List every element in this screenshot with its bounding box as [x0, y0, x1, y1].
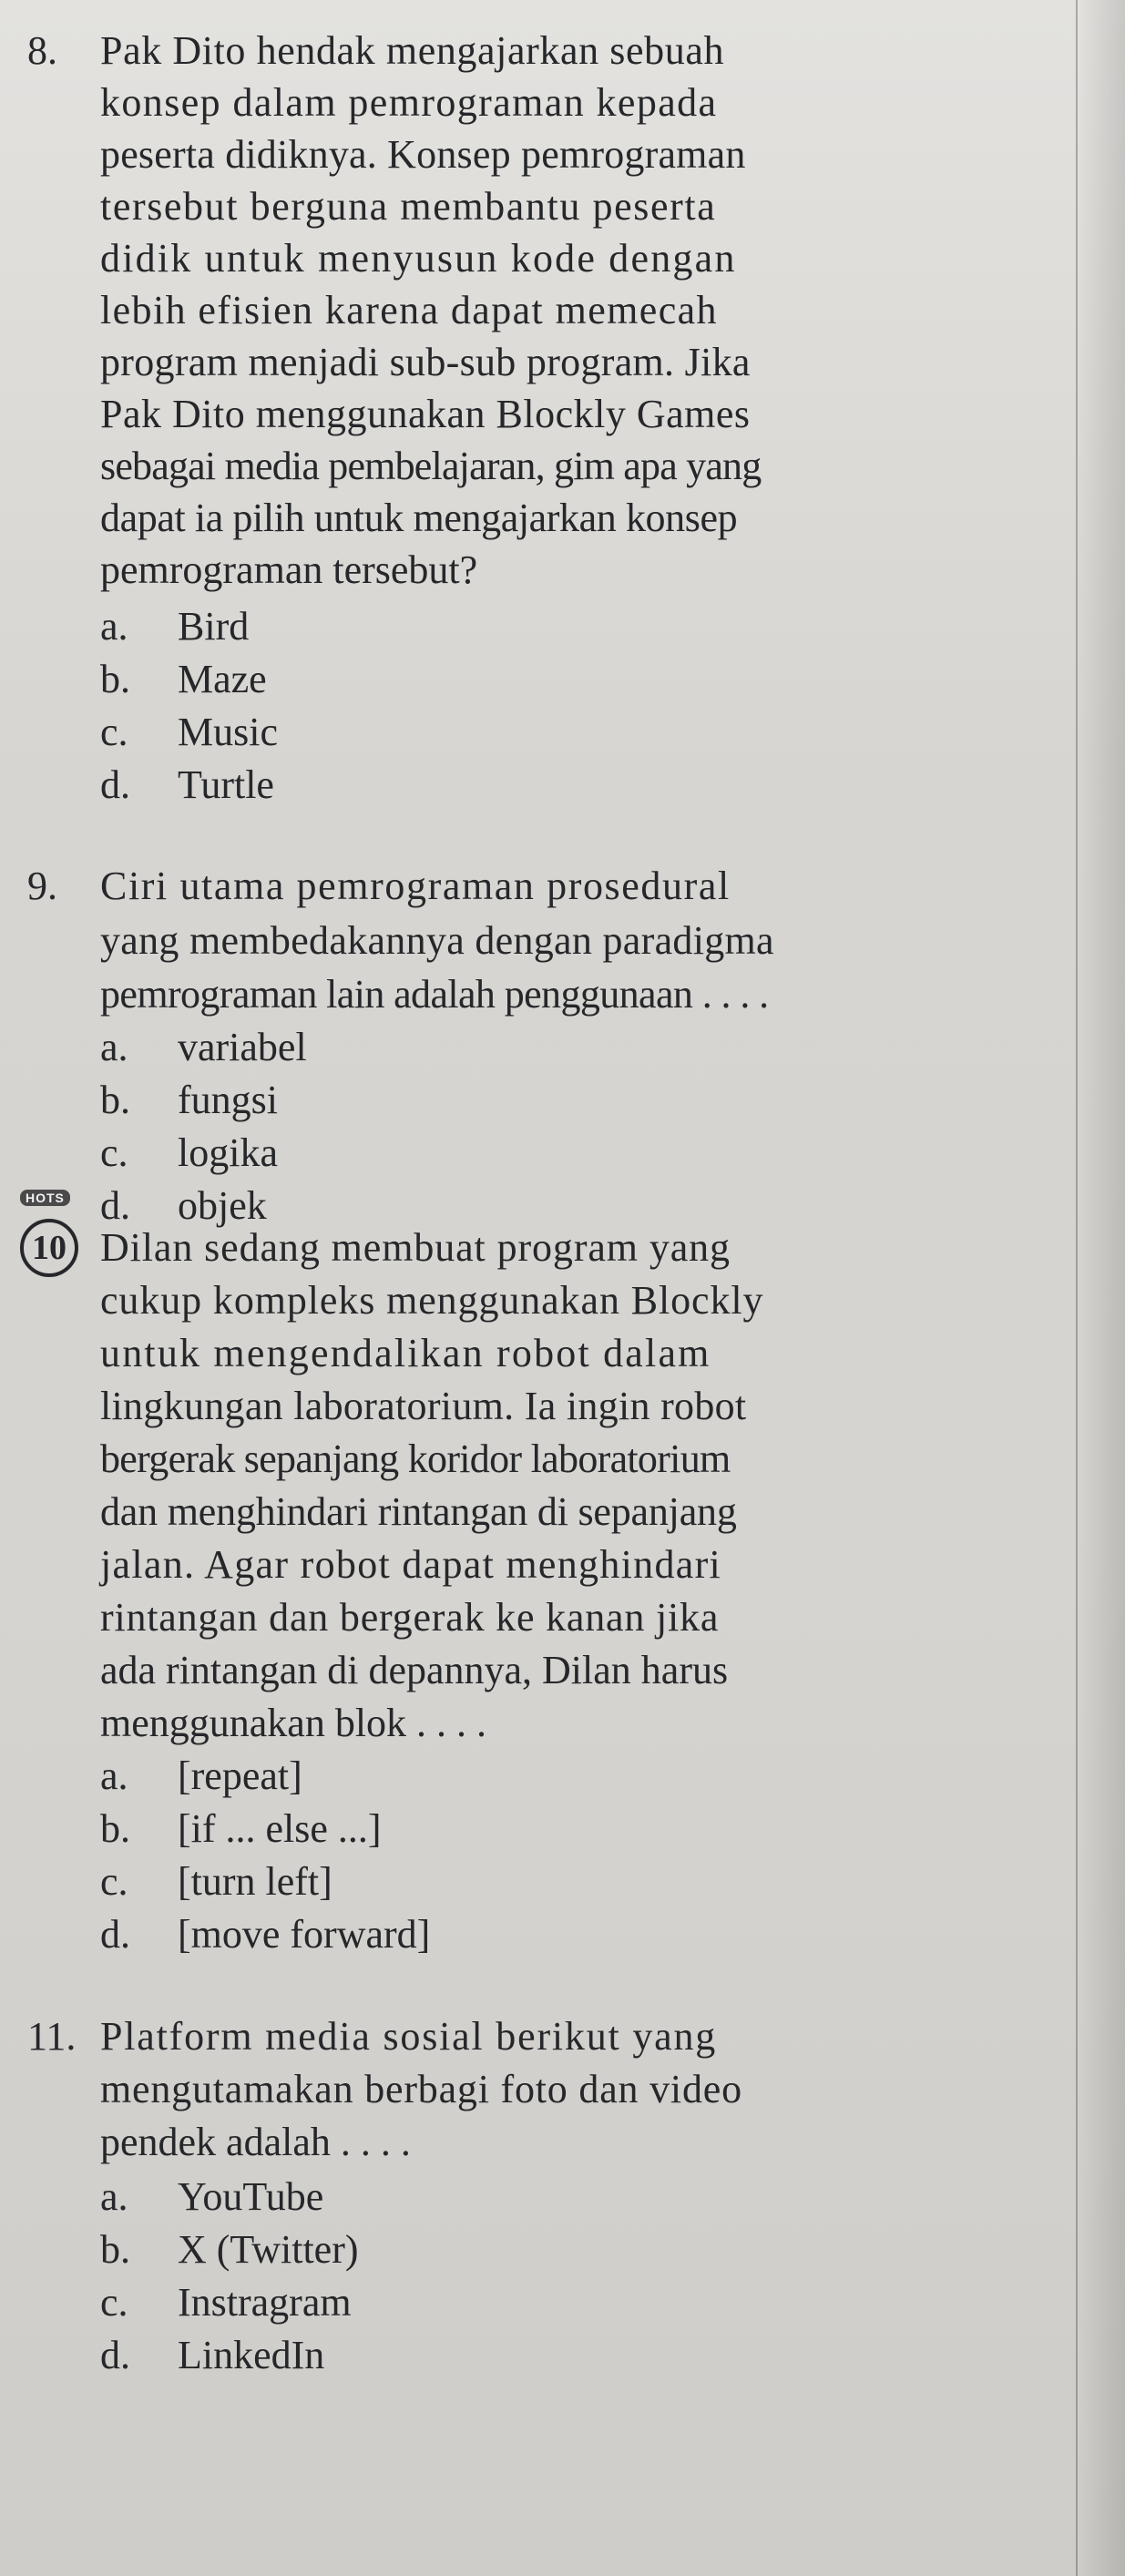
option-b — [100, 1075, 278, 1126]
question-line: dan menghindari rintangan di sepanjang — [100, 1489, 737, 1534]
question-line: Pak Dito menggunakan Blockly Games — [100, 392, 751, 436]
question-line: yang membedakannya dengan paradigma — [100, 918, 774, 963]
option-letter: d. — [100, 1183, 130, 1228]
question-number: 10 — [20, 1219, 78, 1277]
question-line: sebagai media pembelajaran, gim apa yang — [100, 444, 762, 488]
question-line: peserta didiknya. Konsep pemrograman — [100, 132, 746, 177]
question-line: didik untuk menyusun kode dengan — [100, 236, 737, 281]
question-line: Platform media sosial berikut yang — [100, 2014, 718, 2059]
question-line: ada rintangan di depannya, Dilan harus — [100, 1648, 729, 1692]
question-line: menggunakan blok . . . . — [100, 1701, 487, 1745]
question-line: Dilan sedang membuat program yang — [100, 1225, 731, 1270]
question-line: rintangan dan bergerak ke kanan jika — [100, 1595, 720, 1640]
option-letter: b. — [100, 2227, 130, 2272]
question-line: dapat ia pilih untuk mengajarkan konsep — [100, 496, 738, 540]
option-text: [if ... else ...] — [178, 1806, 382, 1851]
option-letter: a. — [100, 2174, 128, 2219]
option-text: Music — [178, 710, 278, 754]
option-b — [100, 2224, 359, 2275]
question-line: Pak Dito hendak mengajarkan sebuah — [100, 28, 725, 73]
option-a — [100, 1022, 307, 1073]
option-letter: a. — [100, 604, 128, 649]
option-text: [repeat] — [178, 1753, 302, 1798]
question-line: Ciri utama pemrograman prosedural — [100, 864, 731, 908]
option-letter: d. — [100, 762, 130, 807]
option-b — [100, 654, 267, 705]
option-letter: b. — [100, 1078, 130, 1122]
question-line: mengutamakan berbagi foto dan video — [100, 2067, 742, 2111]
question-line: program menjadi sub-sub program. Jika — [100, 340, 751, 384]
option-text: Maze — [178, 657, 267, 701]
question-line: untuk mengendalikan robot dalam — [100, 1331, 711, 1375]
option-letter: d. — [100, 1912, 130, 1957]
question-number: 8. — [27, 28, 57, 73]
option-a — [100, 601, 249, 652]
question-number: 11. — [27, 2014, 77, 2059]
option-text: [move forward] — [178, 1912, 431, 1957]
question-line: lingkungan laboratorium. Ia ingin robot — [100, 1384, 747, 1428]
question-line: pemrograman lain adalah penggunaan . . . . — [100, 972, 769, 1017]
option-letter: b. — [100, 1806, 130, 1851]
option-letter: c. — [100, 1859, 128, 1904]
option-letter: a. — [100, 1753, 128, 1798]
option-c — [100, 1856, 332, 1907]
option-d — [100, 2330, 324, 2381]
question-line: lebih efisien karena dapat memecah — [100, 288, 718, 332]
option-text: X (Twitter) — [178, 2227, 359, 2272]
option-text: Bird — [178, 604, 250, 649]
option-d — [100, 760, 274, 811]
option-c — [100, 707, 278, 758]
option-text: Turtle — [178, 762, 274, 807]
page-edge-shadow — [1078, 0, 1125, 2576]
option-text: YouTube — [178, 2174, 324, 2219]
option-text: logika — [178, 1130, 278, 1175]
option-letter: a. — [100, 1025, 128, 1069]
option-letter: c. — [100, 1130, 128, 1175]
option-c — [100, 1128, 278, 1179]
option-text: fungsi — [178, 1078, 278, 1122]
question-line: tersebut berguna membantu peserta — [100, 184, 717, 229]
question-line: pemrograman tersebut? — [100, 547, 478, 592]
option-b — [100, 1804, 382, 1855]
option-a — [100, 1751, 302, 1802]
option-c — [100, 2277, 352, 2328]
option-letter: c. — [100, 2280, 128, 2325]
question-number: 9. — [27, 864, 57, 908]
question-line: bergerak sepanjang koridor laboratorium — [100, 1436, 731, 1481]
question-line: jalan. Agar robot dapat menghindari — [100, 1542, 722, 1587]
option-text: variabel — [178, 1025, 307, 1069]
option-text: Instragram — [178, 2280, 352, 2325]
option-a — [100, 2172, 323, 2223]
option-text: objek — [178, 1183, 267, 1228]
option-text: LinkedIn — [178, 2333, 325, 2377]
option-letter: c. — [100, 710, 128, 754]
hots-badge: HOTS — [20, 1190, 70, 1206]
question-line: konsep dalam pemrograman kepada — [100, 80, 718, 125]
question-line: cukup kompleks menggunakan Blockly — [100, 1278, 764, 1323]
option-d — [100, 1909, 430, 1960]
option-text: [turn left] — [178, 1859, 332, 1904]
option-letter: b. — [100, 657, 130, 701]
question-line: pendek adalah . . . . — [100, 2120, 411, 2164]
option-letter: d. — [100, 2333, 130, 2377]
